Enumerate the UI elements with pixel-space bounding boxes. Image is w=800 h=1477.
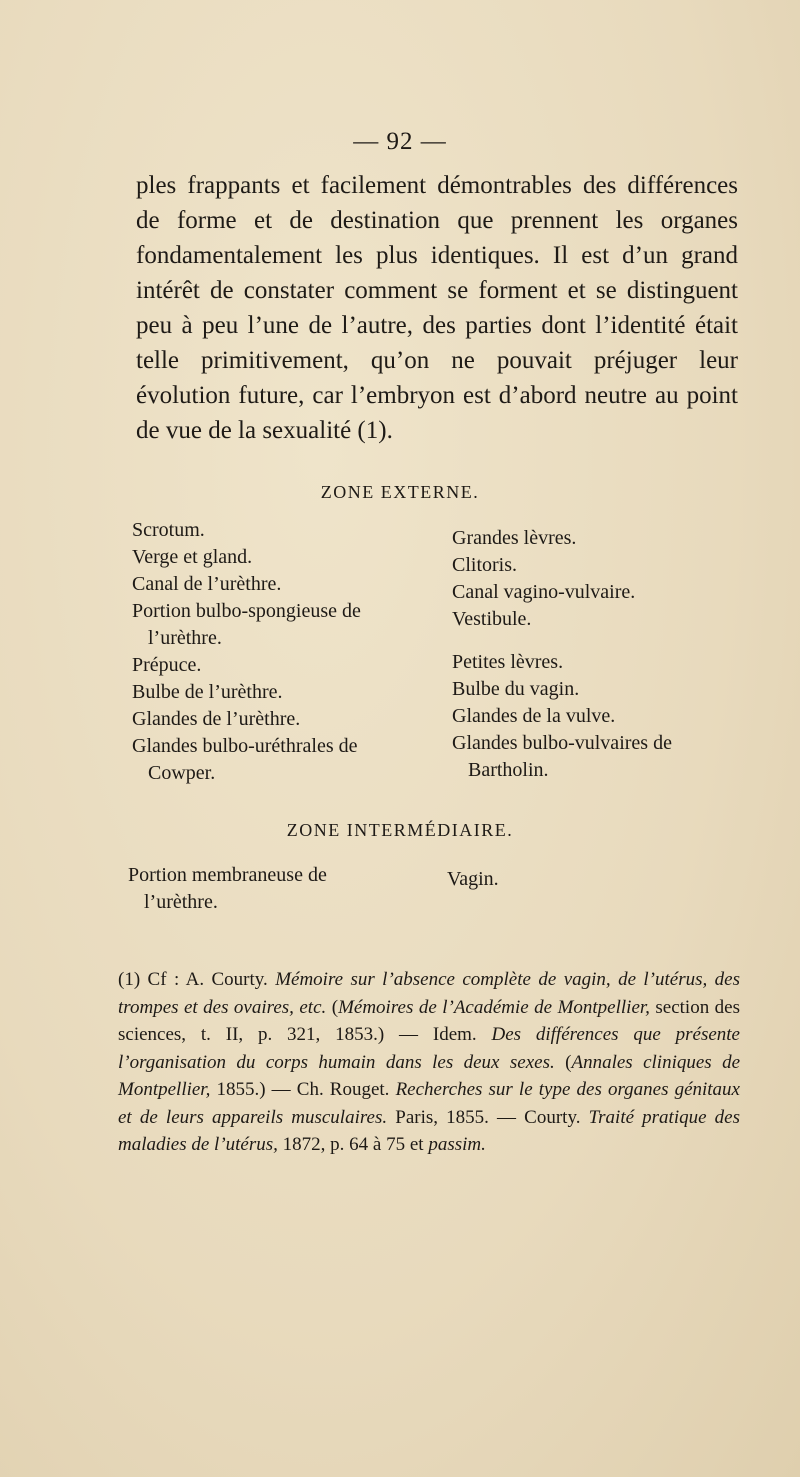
zone-intermediaire-female-list bbox=[447, 866, 733, 893]
footnote-title: Traité pratique des maladies de l’utérus, bbox=[118, 1106, 741, 1155]
list-item: Grandes lèvres. bbox=[452, 527, 577, 549]
list-item: Petites lèvres. bbox=[452, 651, 564, 673]
footnote-text: section des sciences, t. II, p. 321, 1853.) — Idem. bbox=[118, 996, 740, 1045]
zone-intermediaire-male-list bbox=[128, 862, 398, 916]
zone-externe-female-list bbox=[452, 525, 738, 784]
footnote-title: passim. bbox=[428, 1134, 486, 1155]
list-item: Canal de l’urèthre. bbox=[132, 573, 282, 595]
footnote-title: Des différences que présente l’organisation du corps humain dans les deux sexes. bbox=[118, 1024, 740, 1073]
list-item: Prépuce. bbox=[132, 654, 202, 676]
footnote-title: Annales cliniques de Montpellier, bbox=[118, 1051, 741, 1100]
zone-intermediaire-title: ZONE INTERMÉDIAIRE. bbox=[286, 820, 514, 840]
footnote bbox=[118, 966, 740, 1159]
list-item: Glandes de la vulve. bbox=[452, 705, 616, 727]
list-item: Glandes bulbo-vulvaires de Bartholin. bbox=[452, 732, 672, 781]
footnote-text: Paris, 1855. — Courty. bbox=[387, 1106, 589, 1128]
footnote-text: 1872, p. 64 à 75 et bbox=[277, 1134, 429, 1155]
list-item: Canal vagino-vulvaire. bbox=[452, 581, 636, 603]
footnote-text: ( bbox=[554, 1051, 572, 1073]
footnote-title: Mémoire sur l’absence complète de vagin, de l’utérus, des trompes et des ovaires, etc. bbox=[118, 969, 740, 1018]
footnote-title: Recherches sur le type des organes génitaux et de leurs appareils musculaires. bbox=[118, 1079, 740, 1128]
zone-externe-title: ZONE EXTERNE. bbox=[320, 482, 480, 502]
list-item: Bulbe du vagin. bbox=[452, 678, 580, 700]
footnote-text: 1855.) — Ch. Rouget. bbox=[210, 1079, 396, 1100]
list-item: Verge et gland. bbox=[132, 546, 253, 568]
list-item: Glandes bulbo-uréthrales de Cowper. bbox=[132, 735, 358, 784]
list-item: Scrotum. bbox=[132, 519, 205, 541]
zone-externe-male-list bbox=[132, 517, 414, 787]
footnote-text: ( bbox=[326, 996, 339, 1018]
list-item: Portion bulbo-spongieuse de l’urèthre. bbox=[132, 600, 361, 649]
list-item: Portion membraneuse de l’urèthre. bbox=[128, 864, 327, 913]
list-item: Vestibule. bbox=[452, 608, 532, 630]
list-item: Bulbe de l’urèthre. bbox=[132, 681, 283, 703]
footnote-text: (1) Cf : A. Courty. bbox=[118, 969, 276, 990]
footnote-title: Mémoires de l’Académie de Montpellier, bbox=[338, 996, 650, 1018]
body-paragraph: ples frappants et facilement démontrables des différences de forme et de destination que prennent les organes fondamentalement les plus identiques. Il est d’un grand intérêt de constater comment se forment et se distinguent peu à peu l’une de l’autre, des parties dont l’identité était telle primitivement, qu’on ne pouvait préjuger leur évolution future, car l’embryon est d’abord neutre au point de vue de la sexualité (1). bbox=[136, 172, 738, 444]
list-item: Vagin. bbox=[447, 868, 499, 890]
list-item: Glandes de l’urèthre. bbox=[132, 708, 301, 730]
list-item: Clitoris. bbox=[452, 554, 518, 576]
page-number: — 92 — bbox=[353, 128, 447, 155]
